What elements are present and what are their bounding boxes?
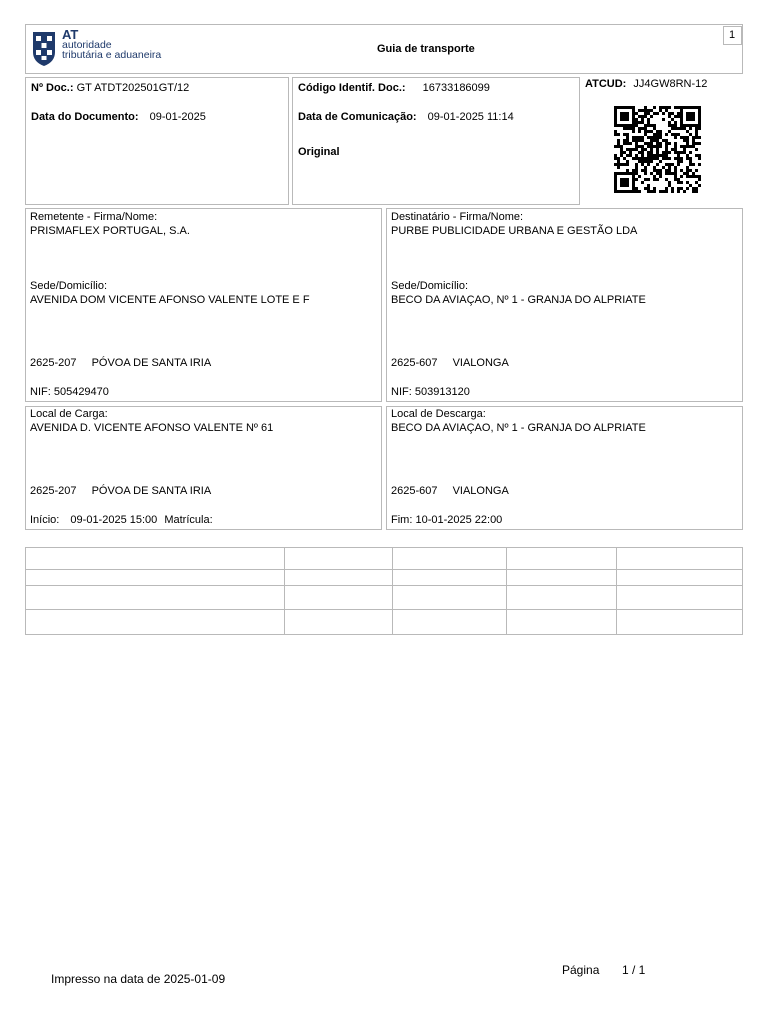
page-label: Página — [562, 963, 600, 977]
document-title: Guia de transporte — [377, 43, 475, 55]
recipient-postal: 2625-607 — [391, 357, 438, 369]
recipient-address-label: Sede/Domicílio: — [391, 280, 469, 292]
unloading-end-row — [391, 514, 502, 526]
recipient-address: BECO DA AVIAÇAO, Nº 1 - GRANJA DO ALPRIATE — [391, 294, 646, 306]
atcud-row — [585, 78, 707, 90]
doc-number-value: GT ATDT202501GT/12 — [76, 82, 190, 94]
table-cell — [26, 570, 285, 586]
table-cell — [284, 586, 393, 610]
table-cell — [26, 610, 285, 635]
sender-name: PRISMAFLEX PORTUGAL, S.A. — [30, 225, 190, 237]
table-cell — [507, 570, 617, 586]
doc-code-box — [292, 77, 580, 205]
logo-line1: AT — [62, 27, 79, 42]
printed-date: Impresso na data de 2025-01-09 — [51, 972, 226, 986]
sender-nif-row — [30, 386, 109, 398]
loading-start-label: Início: — [30, 514, 60, 526]
doc-date-row — [31, 111, 206, 123]
unloading-end-label: Fim: — [391, 514, 413, 526]
unloading-end-value: 10-01-2025 22:00 — [415, 514, 503, 526]
table-cell — [284, 548, 393, 570]
loading-label: Local de Carga: — [30, 408, 108, 420]
doc-comm-label: Data de Comunicação: — [298, 111, 417, 123]
sender-address-label: Sede/Domicílio: — [30, 280, 108, 292]
loading-start-row — [30, 514, 213, 526]
table-cell — [617, 586, 743, 610]
doc-original: Original — [298, 146, 340, 158]
table-row — [26, 586, 743, 610]
table-cell — [617, 548, 743, 570]
table-cell — [507, 586, 617, 610]
sender-postal: 2625-207 — [30, 357, 77, 369]
unloading-locality — [391, 485, 509, 497]
unloading-city: VIALONGA — [452, 485, 509, 497]
recipient-locality — [391, 357, 509, 369]
table-cell — [284, 570, 393, 586]
loading-start-value: 09-01-2025 15:00 — [70, 514, 158, 526]
doc-comm-value: 09-01-2025 11:14 — [427, 111, 514, 123]
loading-plate-label: Matrícula: — [164, 514, 213, 526]
doc-date-label: Data do Documento: — [31, 111, 139, 123]
recipient-city: VIALONGA — [452, 357, 509, 369]
at-logo — [30, 28, 190, 72]
doc-code-label: Código Identif. Doc.: — [298, 82, 406, 94]
doc-number-row — [31, 82, 189, 94]
table-cell — [393, 570, 507, 586]
table-cell — [26, 586, 285, 610]
sender-nif: 505429470 — [53, 386, 109, 398]
logo-text — [62, 27, 162, 61]
doc-code-row — [298, 82, 490, 94]
unloading-postal: 2625-607 — [391, 485, 438, 497]
table-cell — [617, 610, 743, 635]
recipient-name: PURBE PUBLICIDADE URBANA E GESTÃO LDA — [391, 225, 638, 237]
page-value: 1 / 1 — [622, 963, 646, 977]
recipient-nif-row — [391, 386, 470, 398]
table-row — [26, 570, 743, 586]
recipient-nif: 503913120 — [414, 386, 470, 398]
atcud-value: JJ4GW8RN-12 — [633, 78, 708, 90]
doc-number-label: Nº Doc.: — [31, 82, 74, 94]
table-cell — [26, 548, 285, 570]
sender-name-label: Remetente - Firma/Nome: — [30, 211, 158, 223]
copy-number: 1 — [729, 29, 736, 41]
logo-line3: tributária e aduaneira — [62, 49, 162, 61]
logo-line2: autoridade — [62, 39, 112, 51]
items-table — [25, 547, 743, 635]
loading-postal: 2625-207 — [30, 485, 77, 497]
loading-address: AVENIDA D. VICENTE AFONSO VALENTE Nº 61 — [30, 422, 274, 434]
atcud-label: ATCUD: — [585, 78, 627, 90]
qr-code-icon — [614, 106, 706, 194]
table-cell — [284, 610, 393, 635]
table-cell — [617, 570, 743, 586]
recipient-name-label: Destinatário - Firma/Nome: — [391, 211, 524, 223]
table-cell — [393, 548, 507, 570]
table-cell — [507, 548, 617, 570]
sender-locality — [30, 357, 211, 369]
recipient-nif-label: NIF: — [391, 386, 412, 398]
table-cell — [393, 586, 507, 610]
doc-number-box — [25, 77, 289, 205]
loading-city: PÓVOA DE SANTA IRIA — [91, 485, 212, 497]
doc-date-value: 09-01-2025 — [149, 111, 206, 123]
sender-nif-label: NIF: — [30, 386, 51, 398]
at-crest-icon — [30, 28, 58, 68]
sender-city: PÓVOA DE SANTA IRIA — [91, 357, 212, 369]
table-row — [26, 610, 743, 635]
doc-comm-row — [298, 111, 514, 123]
unloading-label: Local de Descarga: — [391, 408, 486, 420]
table-cell — [507, 610, 617, 635]
sender-address: AVENIDA DOM VICENTE AFONSO VALENTE LOTE E F — [30, 294, 310, 306]
doc-code-value: 16733186099 — [422, 82, 490, 94]
loading-locality — [30, 485, 211, 497]
table-row — [26, 548, 743, 570]
table-cell — [393, 610, 507, 635]
unloading-address: BECO DA AVIAÇAO, Nº 1 - GRANJA DO ALPRIATE — [391, 422, 646, 434]
